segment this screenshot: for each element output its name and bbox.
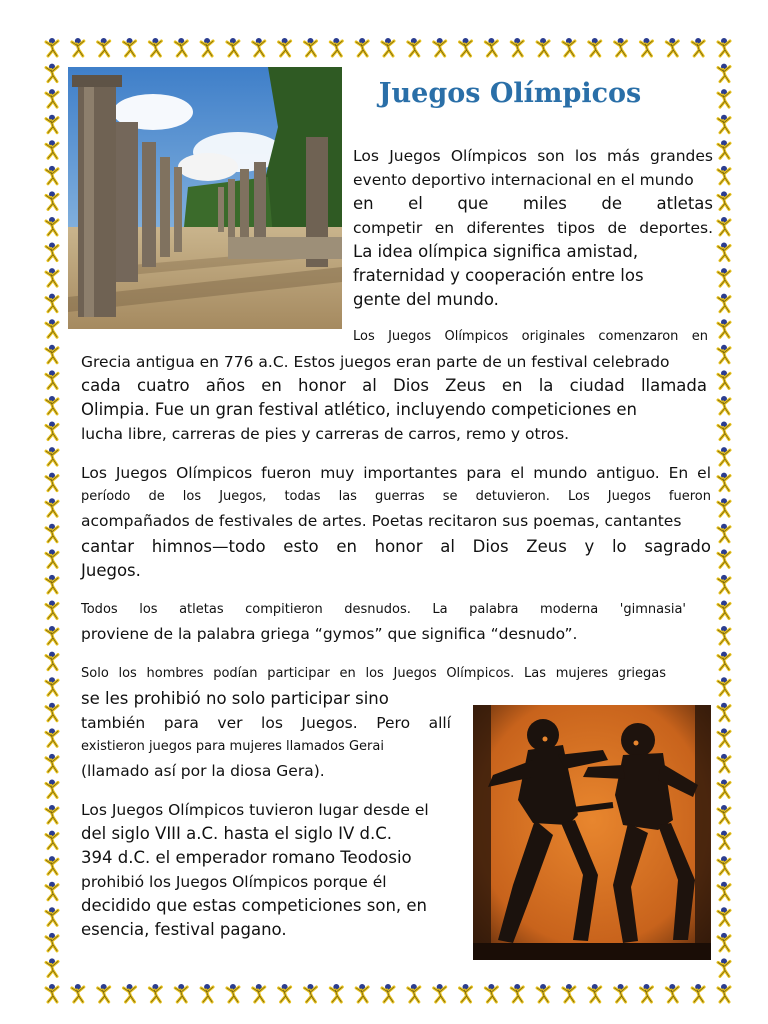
olympic-athlete-icon bbox=[666, 984, 678, 1002]
text-line: Grecia antigua en 776 a.C. Estos juegos eran parte de un festival celebrado bbox=[81, 353, 670, 371]
olympic-athlete-icon bbox=[408, 38, 420, 56]
olympic-athlete-icon bbox=[46, 217, 58, 235]
olympic-athlete-icon bbox=[718, 754, 730, 772]
olympic-athlete-icon bbox=[718, 626, 730, 644]
text-line: Los Juegos Olímpicos tuvieron lugar desde el bbox=[81, 801, 429, 819]
olympic-athlete-icon bbox=[46, 575, 58, 593]
olympic-athlete-icon bbox=[718, 217, 730, 235]
olympic-athlete-icon bbox=[718, 319, 730, 337]
olympic-athlete-icon bbox=[279, 984, 291, 1002]
olympic-athlete-icon bbox=[537, 984, 549, 1002]
text-line: existieron juegos para mujeres llamados Gerai bbox=[81, 739, 384, 754]
olympic-athlete-icon bbox=[356, 38, 368, 56]
olympic-athlete-icon bbox=[718, 575, 730, 593]
text-line: fraternidad y cooperación entre los bbox=[353, 266, 644, 285]
olympic-athlete-icon bbox=[46, 831, 58, 849]
paragraph-women bbox=[81, 662, 666, 686]
olympic-athlete-icon bbox=[253, 38, 265, 56]
text-line: (llamado así por la diosa Gera). bbox=[81, 762, 325, 780]
text-line: cada cuatro años en honor al Dios Zeus en la ciudad llamada bbox=[81, 376, 707, 395]
olympic-athlete-icon bbox=[46, 498, 58, 516]
greek-vase-wrestlers-photo bbox=[473, 705, 711, 960]
olympic-athlete-icon bbox=[718, 370, 730, 388]
olympic-athlete-icon bbox=[511, 38, 523, 56]
text-line: se les prohibió no solo participar sino bbox=[81, 689, 389, 708]
text-line: Juegos. bbox=[81, 561, 141, 580]
paragraph-intro bbox=[353, 145, 713, 312]
paragraph-end bbox=[81, 798, 461, 942]
olympic-athlete-icon bbox=[718, 294, 730, 312]
olympic-athlete-icon bbox=[589, 38, 601, 56]
olympic-athlete-icon bbox=[563, 984, 575, 1002]
olympic-athlete-icon bbox=[718, 89, 730, 107]
olympic-athlete-icon bbox=[434, 984, 446, 1002]
olympic-athlete-icon bbox=[46, 447, 58, 465]
text-line: acompañados de festivales de artes. Poetas recitaron sus poemas, cantantes bbox=[81, 512, 682, 530]
olympic-athlete-icon bbox=[640, 984, 652, 1002]
olympic-athlete-icon bbox=[149, 38, 161, 56]
olympic-athlete-icon bbox=[46, 652, 58, 670]
olympic-athlete-icon bbox=[304, 984, 316, 1002]
olympic-athlete-icon bbox=[46, 473, 58, 491]
olympic-athlete-icon bbox=[718, 191, 730, 209]
olympic-athlete-icon bbox=[718, 677, 730, 695]
olympic-athlete-icon bbox=[718, 728, 730, 746]
paragraph-importance bbox=[81, 462, 711, 583]
olympic-athlete-icon bbox=[718, 831, 730, 849]
olympic-athlete-icon bbox=[640, 38, 652, 56]
olympic-athlete-icon bbox=[46, 370, 58, 388]
olympic-athlete-icon bbox=[382, 984, 394, 1002]
olympic-athlete-icon bbox=[46, 728, 58, 746]
olympic-athlete-icon bbox=[485, 38, 497, 56]
olympic-athlete-icon bbox=[46, 524, 58, 542]
olympic-athlete-icon bbox=[692, 984, 704, 1002]
olympic-athlete-icon bbox=[149, 984, 161, 1002]
olympic-athlete-icon bbox=[46, 600, 58, 618]
olympic-athlete-icon bbox=[304, 38, 316, 56]
olympic-athlete-icon bbox=[718, 805, 730, 823]
text-line: Olimpia. Fue un gran festival atlético, incluyendo competiciones en bbox=[81, 400, 637, 419]
olympic-athlete-icon bbox=[460, 984, 472, 1002]
olympic-athlete-icon bbox=[46, 856, 58, 874]
text-line: Solo los hombres podían participar en los Juegos Olímpicos. Las mujeres griegas bbox=[81, 666, 666, 681]
text-line: cantar himnos—todo esto en honor al Dios Zeus y lo sagrado bbox=[81, 537, 711, 556]
olympic-athlete-icon bbox=[692, 38, 704, 56]
text-line: Los Juegos Olímpicos originales comenzaron en bbox=[353, 329, 708, 344]
olympic-athlete-icon bbox=[46, 933, 58, 951]
olympic-athlete-icon bbox=[718, 958, 730, 976]
olympic-athlete-icon bbox=[46, 549, 58, 567]
olympic-athlete-icon bbox=[537, 38, 549, 56]
olympic-athlete-icon bbox=[718, 933, 730, 951]
olympic-athlete-icon bbox=[666, 38, 678, 56]
olympic-athlete-icon bbox=[718, 882, 730, 900]
olympic-athlete-icon bbox=[615, 984, 627, 1002]
olympic-athlete-icon bbox=[718, 64, 730, 82]
olympic-athlete-icon bbox=[718, 856, 730, 874]
text-line: La idea olímpica significa amistad, bbox=[353, 242, 639, 261]
olympic-athlete-icon bbox=[46, 243, 58, 261]
olympic-athlete-icon bbox=[718, 447, 730, 465]
olympic-athlete-icon bbox=[46, 422, 58, 440]
olympic-athlete-icon bbox=[46, 115, 58, 133]
olympic-athlete-icon bbox=[98, 984, 110, 1002]
olympic-athlete-icon bbox=[718, 549, 730, 567]
olympic-athlete-icon bbox=[124, 984, 136, 1002]
olympic-athlete-icon bbox=[46, 396, 58, 414]
text-line: gente del mundo. bbox=[353, 290, 499, 309]
text-line: proviene de la palabra griega “gymos” que significa “desnudo”. bbox=[81, 625, 578, 643]
olympic-athlete-icon bbox=[563, 38, 575, 56]
olympic-athlete-icon bbox=[175, 38, 187, 56]
olympic-athlete-icon bbox=[46, 984, 58, 1002]
olympic-athlete-icon bbox=[511, 984, 523, 1002]
olympic-athlete-icon bbox=[46, 958, 58, 976]
olympic-athlete-icon bbox=[408, 984, 420, 1002]
olympic-athlete-icon bbox=[46, 89, 58, 107]
text-line: competir en diferentes tipos de deportes. bbox=[353, 219, 713, 237]
olympic-athlete-icon bbox=[718, 268, 730, 286]
olympic-athlete-icon bbox=[227, 38, 239, 56]
text-line: Los Juegos Olímpicos son los más grandes bbox=[353, 147, 713, 165]
olympic-athlete-icon bbox=[718, 779, 730, 797]
olympic-athlete-icon bbox=[718, 703, 730, 721]
olympic-athlete-icon bbox=[718, 396, 730, 414]
olympic-athlete-icon bbox=[46, 882, 58, 900]
olympic-athlete-icon bbox=[356, 984, 368, 1002]
text-line: Los Juegos Olímpicos fueron muy importantes para el mundo antiguo. En el bbox=[81, 464, 711, 482]
olympic-athlete-icon bbox=[175, 984, 187, 1002]
olympic-athlete-icon bbox=[46, 38, 58, 56]
olympic-athlete-icon bbox=[330, 38, 342, 56]
olympic-athlete-icon bbox=[227, 984, 239, 1002]
olympic-athlete-icon bbox=[46, 191, 58, 209]
olympic-athlete-icon bbox=[98, 38, 110, 56]
text-line: del siglo VIII a.C. hasta el siglo IV d.C. bbox=[81, 824, 392, 843]
olympic-athlete-icon bbox=[485, 984, 497, 1002]
olympic-athlete-icon bbox=[46, 268, 58, 286]
paragraph-athletes bbox=[81, 598, 686, 646]
olympic-athlete-icon bbox=[46, 779, 58, 797]
text-line: 394 d.C. el emperador romano Teodosio bbox=[81, 848, 412, 867]
text-line: período de los Juegos, todas las guerras se detuvieron. Los Juegos fueron bbox=[81, 489, 711, 504]
olympic-athlete-icon bbox=[615, 38, 627, 56]
olympic-athlete-icon bbox=[718, 166, 730, 184]
olympic-athlete-icon bbox=[718, 345, 730, 363]
olympic-athlete-icon bbox=[718, 140, 730, 158]
olympic-athlete-icon bbox=[330, 984, 342, 1002]
olympic-athlete-icon bbox=[718, 652, 730, 670]
olympic-athlete-icon bbox=[718, 524, 730, 542]
olympic-athlete-icon bbox=[46, 805, 58, 823]
olympic-athlete-icon bbox=[460, 38, 472, 56]
olympic-athlete-icon bbox=[46, 345, 58, 363]
paragraph-women-cont bbox=[81, 687, 451, 783]
olympic-athlete-icon bbox=[46, 677, 58, 695]
page-title: Juegos Olímpicos bbox=[378, 78, 642, 109]
text-line: lucha libre, carreras de pies y carreras de carros, remo y otros. bbox=[81, 425, 570, 443]
olympic-athlete-icon bbox=[279, 38, 291, 56]
paragraph-origins bbox=[353, 327, 708, 347]
olympic-athlete-icon bbox=[718, 907, 730, 925]
olympic-athlete-icon bbox=[718, 600, 730, 618]
olympic-athlete-icon bbox=[718, 473, 730, 491]
text-line: decidido que estas competiciones son, en bbox=[81, 896, 428, 915]
olympic-athlete-icon bbox=[718, 115, 730, 133]
olympic-athlete-icon bbox=[46, 140, 58, 158]
olympic-athlete-icon bbox=[718, 498, 730, 516]
text-line: en el que miles de atletas bbox=[353, 194, 713, 213]
olympic-athlete-icon bbox=[718, 984, 730, 1002]
olympic-athlete-icon bbox=[253, 984, 265, 1002]
olympic-athlete-icon bbox=[46, 294, 58, 312]
text-line: evento deportivo internacional en el mundo bbox=[353, 171, 694, 189]
olympic-athlete-icon bbox=[382, 38, 394, 56]
olympic-athlete-icon bbox=[72, 984, 84, 1002]
paragraph-origins-cont bbox=[81, 350, 707, 446]
olympic-athlete-icon bbox=[434, 38, 446, 56]
olympic-athlete-icon bbox=[718, 38, 730, 56]
olympic-athlete-icon bbox=[589, 984, 601, 1002]
olympic-athlete-icon bbox=[718, 422, 730, 440]
olympic-athlete-icon bbox=[46, 166, 58, 184]
olympic-athlete-icon bbox=[46, 754, 58, 772]
text-line: prohibió los Juegos Olímpicos porque él bbox=[81, 873, 387, 891]
olympic-athlete-icon bbox=[46, 703, 58, 721]
olympic-athlete-icon bbox=[46, 907, 58, 925]
olympic-athlete-icon bbox=[46, 626, 58, 644]
olympic-athlete-icon bbox=[718, 243, 730, 261]
olympic-athlete-icon bbox=[201, 984, 213, 1002]
olympic-athlete-icon bbox=[72, 38, 84, 56]
olympic-athlete-icon bbox=[46, 319, 58, 337]
olympia-ruins-photo bbox=[68, 67, 342, 329]
text-line: Todos los atletas compitieron desnudos. La palabra moderna 'gimnasia' bbox=[81, 602, 686, 617]
olympic-athlete-icon bbox=[201, 38, 213, 56]
text-line: también para ver los Juegos. Pero allí bbox=[81, 714, 451, 732]
text-line: esencia, festival pagano. bbox=[81, 920, 287, 939]
olympic-athlete-icon bbox=[124, 38, 136, 56]
olympic-athlete-icon bbox=[46, 64, 58, 82]
